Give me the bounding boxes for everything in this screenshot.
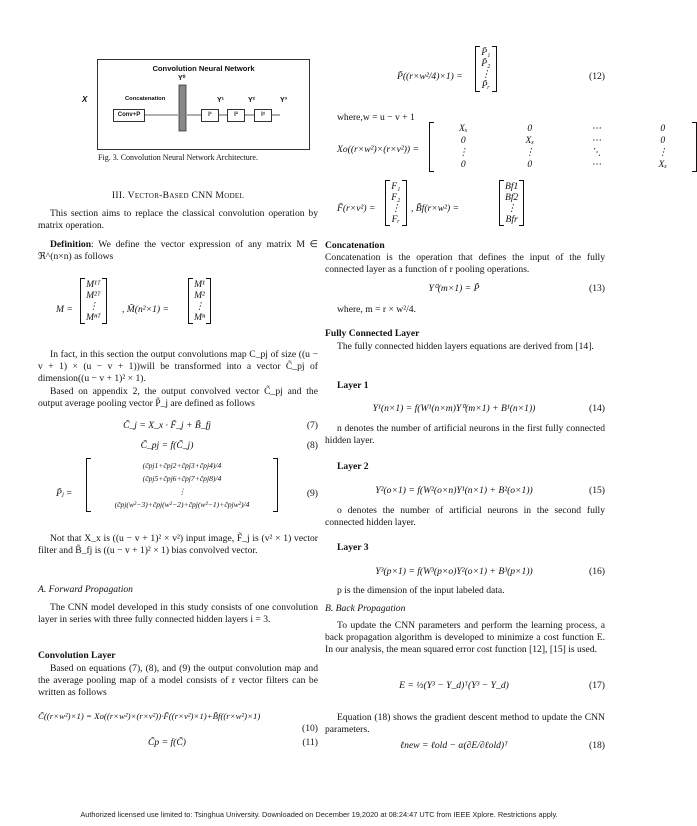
cnn-architecture-figure [97, 59, 310, 150]
layer1-paragraph: n denotes the number of artificial neurons in the first fully connected hidden layer. [325, 423, 605, 447]
layer1-head: Layer 1 [337, 380, 369, 391]
intro-paragraph: This section aims to replace the classical convolution operation by matrix operation. [38, 208, 318, 232]
subsection-b-title: B. Back Propagation [325, 603, 406, 614]
fc-paragraph: The fully connected hidden layers equations are derived from [14]. [337, 341, 594, 352]
figure-layer2-box: l² [227, 109, 245, 122]
equation-10-number: (10) [302, 723, 318, 734]
figure-input-label: X [82, 95, 88, 104]
equation-13: Y⁰(m×1) = P̃ (13) [428, 283, 605, 294]
equation-15: Y²(o×1) = f(W²(o×n)Y¹(n×1) + B²(o×1)) (15) [375, 485, 605, 496]
subsection-a-title: A. Forward Propagation [38, 584, 133, 595]
equation-14: Y¹(n×1) = f(W¹(n×m)Y⁰(m×1) + B¹(n×1)) (14) [372, 403, 605, 414]
definition-paragraph [38, 239, 318, 263]
figure-y2-label: Y² [248, 97, 255, 104]
layer2-paragraph: o denotes the number of artificial neurons in the second fully connected hidden layer. [325, 505, 605, 529]
figure-conv-box: Conv+P [113, 109, 145, 122]
figure-title: Convolution Neural Network [152, 64, 255, 73]
figure-y0-label: Y⁰ [178, 75, 186, 82]
layer3-paragraph: p is the dimension of the input labeled data. [337, 585, 505, 596]
equation-18: ℓnew = ℓold − α(∂E/∂ℓold)ᵀ (18) [400, 740, 605, 751]
layer2-head: Layer 2 [337, 461, 369, 472]
figure-y3-label: Y³ [280, 97, 287, 104]
figure-layer3-box: lᶟ [254, 109, 272, 122]
equation-11: C̃p = f(C̃) (11) [148, 737, 318, 748]
definition-head: Definition [50, 239, 92, 250]
equation-12: P̃((r×w²/4)×1) = P̃₁ P̃₂ ⋮ P̃ᵣ (12) [397, 47, 605, 91]
concat-head: Concatenation [325, 240, 385, 251]
where-w: where,w = u − v + 1 [337, 112, 415, 123]
conv-map-paragraph: In fact, in this section the output convolutions map C_pj of size ((u − v + 1) × (u − v + 1))will be transformed into a vector C̃_pj of dimension((u − v + 1)² × 1). [38, 349, 318, 385]
figure-concat-label: Concatenation [125, 96, 166, 102]
layer3-head: Layer 3 [337, 542, 369, 553]
note-paragraph: Not that X_x is ((u − v + 1)² × v²) input image, F̃_j is (v² × 1) vector filter and B̃_fj is ((u − v + 1)² × 1) bias convolved vector. [38, 533, 318, 557]
equation-9: P̃ⱼ = (c̃pj1+c̃pj2+c̃pj3+c̃pj4)/4 (c̃pj5+c̃pj6+c̃pj7+c̃pj8)/4 ⋮ (c̃pj(w²−3)+c̃pj(w²−2)+c̃pj(w²−1)+c̃pjw²)/4 (9) [38, 458, 318, 528]
fc-head: Fully Connected Layer [325, 328, 420, 339]
conv-layer-head: Convolution Layer [38, 650, 116, 661]
matrix-m-equation: M = M¹ᵀ M²ᵀ ⋮ Mⁿᵀ , M̃(n²×1) = M¹ M² ⋮ Mⁿ [56, 278, 306, 340]
equation-10: C̃((r×w²)×1) = Xo((r×w²)×(r×v²))·F̃((r×v²)×1)+B̃f((r×w²)×1) [38, 711, 261, 721]
forward-paragraph: The CNN model developed in this study consists of one convolution layer in series with three fully connected hidden layers i = 3. [38, 602, 318, 626]
figure-caption: Fig. 3. Convolution Neural Network Architecture. [98, 153, 258, 162]
concat-paragraph: Concatenation is the operation that defines the input of the fully connected layer as a function of r pooling operations. [325, 252, 605, 276]
equation-8: C̃_pj = f(C̃_j) (8) [140, 440, 318, 451]
definition-text: : We define the vector expression of any matrix M ∈ ℜ^(n×n) as follows [38, 239, 318, 263]
equation-16: Y³(p×1) = f(W³(p×o)Y²(o×1) + B³(p×1)) (16) [375, 566, 605, 577]
figure-y1-label: Y¹ [217, 97, 224, 104]
license-footer: Authorized licensed use limited to: Tsinghua University. Downloaded on December 19,2020 at 08:24:47 UTC from IEEE Xplore. Restrictions apply. [80, 810, 558, 819]
appendix-paragraph: Based on appendix 2, the output convolved vector C̃_pj and the output average pooling vector P̃_j are defined as follows [38, 386, 318, 410]
conv-layer-paragraph: Based on equations (7), (8), and (9) the output convolution map and the average pooling map of a model consists of r vector filters can be written as follows [38, 663, 318, 699]
figure-arrows [98, 60, 309, 149]
section-title: III. Vector-Based CNN Model [111, 190, 245, 201]
gradient-paragraph: Equation (18) shows the gradient descent method to update the CNN parameters. [325, 712, 605, 736]
xo-matrix-equation: Xo((r×w²)×(r×v²)) = Xₓ 0 ⋯ 0 0 Xₓ ⋯ 0 ⋮ ⋮ ⋱ ⋮ 0 0 ⋯ Xₓ [337, 122, 605, 178]
figure-layer1-box: l¹ [201, 109, 219, 122]
f-bf-equation: F̃(r×v²) = F₁ F₂ ⋮ Fᵣ , B̃f(r×w²) = Bf1 Bf2 ⋮ Bfr [337, 180, 605, 238]
equation-7: C̃_j = X_x · F̃_j + B̃_fj (7) [123, 420, 318, 431]
back-prop-paragraph: To update the CNN parameters and perform the learning process, a back propagation algorithm is developed to minimize a cost function E. In our analysis, the mean squared error cost function [12], [15] is used. [325, 620, 605, 656]
where-m: where, m = r × w²/4. [337, 304, 416, 315]
equation-17: E = ½(Y³ − Y_d)ᵀ(Y³ − Y_d) (17) [399, 680, 605, 691]
